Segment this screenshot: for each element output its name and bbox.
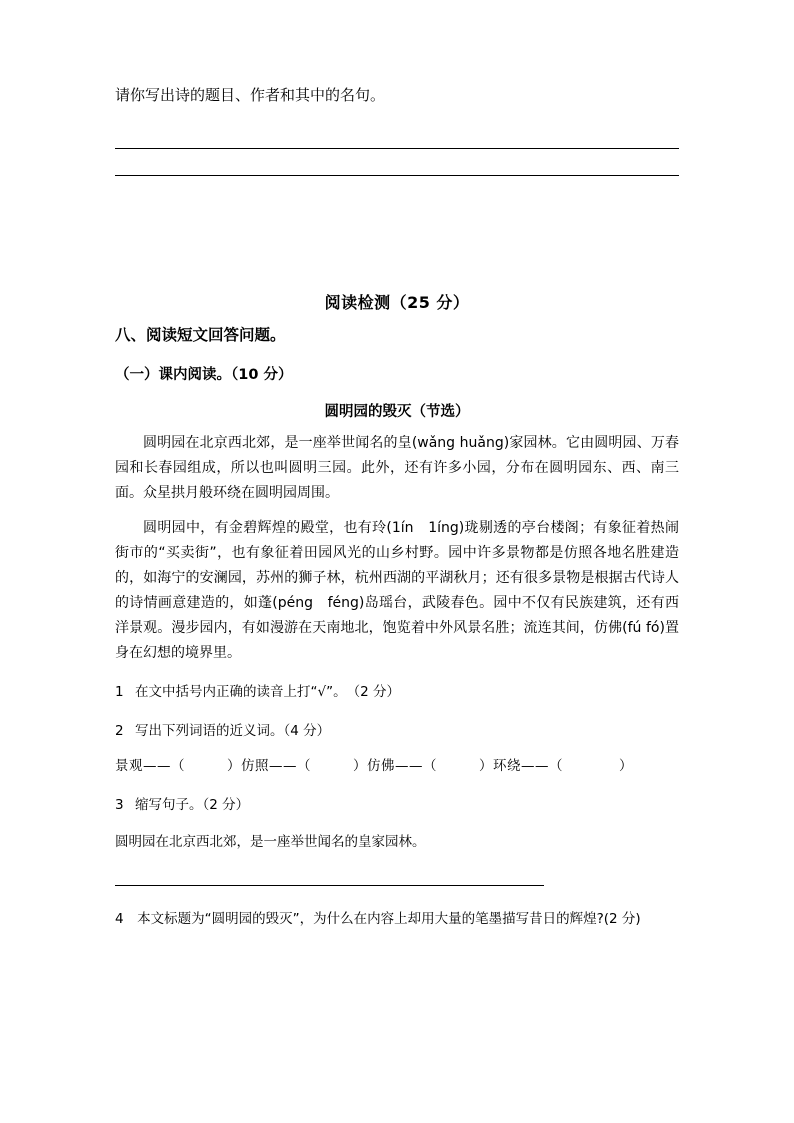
question-1 [115,680,679,705]
passage-title: 圆明园的毁灭（节选） [324,404,470,420]
question-1-number: 1 [115,684,124,700]
question-2-number: 2 [115,723,124,739]
synonym-fill-row[interactable]: 景观——（ ）仿照——（ ）仿佛——（ ）环绕——（ ） [115,758,633,774]
question-2-text: 写出下列词语的近义词。（4 分） [135,723,331,739]
top-prompt: 请你写出诗的题目、作者和其中的名句。 [115,86,386,104]
question-4: 4 本文标题为“圆明园的毁灭”，为什么在内容上却用大量的笔墨描写昔日的辉煌?(2 分) [115,911,641,927]
part-label: （一）课内阅读。（10 分） [115,367,293,383]
question-1-text: 在文中括号内正确的读音上打“√”。 （2 分） [135,684,400,700]
answer-line-question-3[interactable] [115,885,544,886]
answer-blank-lines [115,148,679,176]
vertical-spacer [115,202,679,290]
question-3 [115,793,679,818]
passage-paragraph-1: 圆明园在北京西北郊，是一座举世闻名的皇(wǎng huǎng)家园林。它由圆明园、万春园和长春园组成，所以也叫圆明三园。此外，还有许多小园，分布在圆明园东、西、南三面。众星拱月般环绕在圆明园周围。 [115,435,679,501]
passage-paragraph-2: 圆明园中，有金碧辉煌的殿堂，也有玲(1ín 1íng)珑剔透的亭台楼阁；有象征着热闹街市的“买卖街”，也有象征着田园风光的山乡村野。园中许多景物都是仿照各地名胜建造的，如海宁的安澜园，苏州的狮子林，杭州西湖的平湖秋月；还有很多景物是根据古代诗人的诗情画意建造的，如蓬(péng féng)岛瑶台，武陵春色。园中不仅有民族建筑，还有西洋景观。漫步园内，有如漫游在天南地北，饱览着中外风景名胜；流连其间，仿佛(fú fó)置身在幻想的境界里。 [115,520,679,661]
section-heading: 八、阅读短文回答问题。 [115,326,286,344]
question-2 [115,719,679,744]
blank-line-1 [115,148,679,149]
question-3-number: 3 [115,797,124,813]
shrink-sentence: 圆明园在北京西北郊，是一座举世闻名的皇家园林。 [115,834,426,850]
blank-line-2 [115,175,679,176]
question-3-text: 缩写句子。（2 分） [135,797,250,813]
section-title: 阅读检测（25 分） [324,293,470,312]
